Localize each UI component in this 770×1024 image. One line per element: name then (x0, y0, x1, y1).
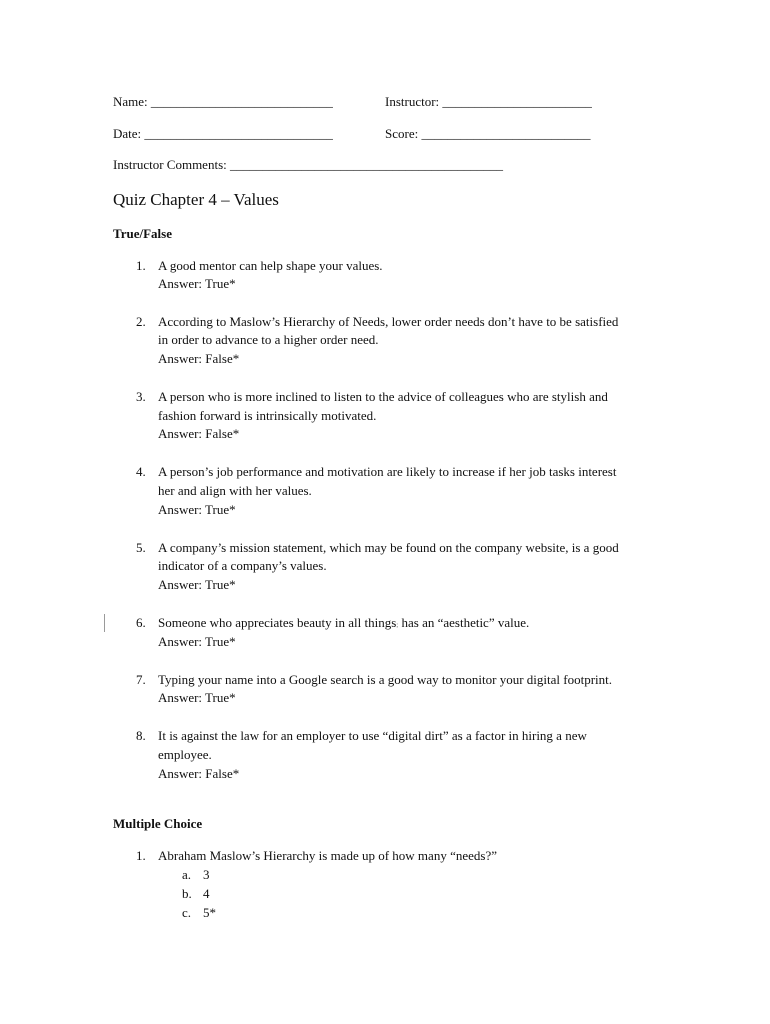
date-field: Date: _____________________________ (113, 126, 333, 141)
mc-option-text: 5* (203, 905, 216, 920)
tf-item-number: 7. (136, 672, 146, 687)
instructor-comments-field: Instructor Comments: __________________________________________ (113, 157, 503, 172)
tf-item-number: 2. (136, 314, 146, 329)
mc-question-text: Abraham Maslow’s Hierarchy is made up of how many “needs?” (158, 848, 497, 863)
mc-option-letter: a. (182, 867, 192, 882)
tf-question-text (158, 615, 529, 633)
tf-question-text: Typing your name into a Google search is a good way to monitor your digital footprint. (158, 672, 613, 687)
tf-question-text: her and align with her values. (158, 483, 312, 498)
tf-question-text: According to Maslow’s Hierarchy of Needs, lower order needs don’t have to be satisfied (158, 314, 619, 329)
tf-item-number: 3. (136, 389, 146, 404)
score-field: Score: __________________________ (385, 126, 591, 141)
tf-question-text: indicator of a company’s values. (158, 558, 327, 573)
tf-question-text: A person who is more inclined to listen to the advice of colleagues who are stylish and (158, 389, 608, 404)
tf-answer: Answer: True* (158, 577, 236, 592)
tf-question-text: A person’s job performance and motivation are likely to increase if her job tasks interest (158, 464, 617, 479)
tf-question-text: A company’s mission statement, which may be found on the company website, is a good (158, 540, 619, 555)
tf-answer: Answer: True* (158, 690, 236, 705)
instructor-field: Instructor: _______________________ (385, 94, 592, 109)
tf-item-number: 1. (136, 258, 146, 273)
tf-answer: Answer: True* (158, 634, 236, 649)
quiz-title: Quiz Chapter 4 – Values (113, 190, 279, 209)
tf-answer: Answer: True* (158, 276, 236, 291)
tf-answer: Answer: False* (158, 426, 240, 441)
multiple-choice-heading: Multiple Choice (113, 816, 203, 831)
tf-item-number: 5. (136, 540, 146, 555)
tf-item-number: 4. (136, 464, 146, 479)
tf-question-text: fashion forward is intrinsically motivated. (158, 408, 377, 423)
mc-option-text: 4 (203, 886, 210, 901)
tf-question-text: A good mentor can help shape your values. (158, 258, 383, 273)
tf-question-text-part: has an “aesthetic” value. (401, 615, 530, 630)
true-false-heading: True/False (113, 226, 172, 241)
tf-question-text: in order to advance to a higher order need. (158, 332, 379, 347)
mc-item-number: 1. (136, 848, 146, 863)
mc-option-letter: b. (182, 886, 192, 901)
tf-answer: Answer: False* (158, 351, 240, 366)
tf-answer: Answer: True* (158, 502, 236, 517)
tf-question-text: employee. (158, 747, 212, 762)
tf-question-text: It is against the law for an employer to use “digital dirt” as a factor in hiring a new (158, 728, 587, 743)
mc-option-text: 3 (203, 867, 210, 882)
tf-item-number: 6. (136, 615, 146, 630)
revision-mark-icon: ; (396, 621, 399, 629)
name-field: Name: ____________________________ (113, 94, 333, 109)
mc-option-letter: c. (182, 905, 192, 920)
tf-question-text-part: Someone who appreciates beauty in all things (158, 615, 397, 630)
tf-answer: Answer: False* (158, 766, 240, 781)
tf-item-number: 8. (136, 728, 146, 743)
revision-change-bar (104, 614, 105, 632)
